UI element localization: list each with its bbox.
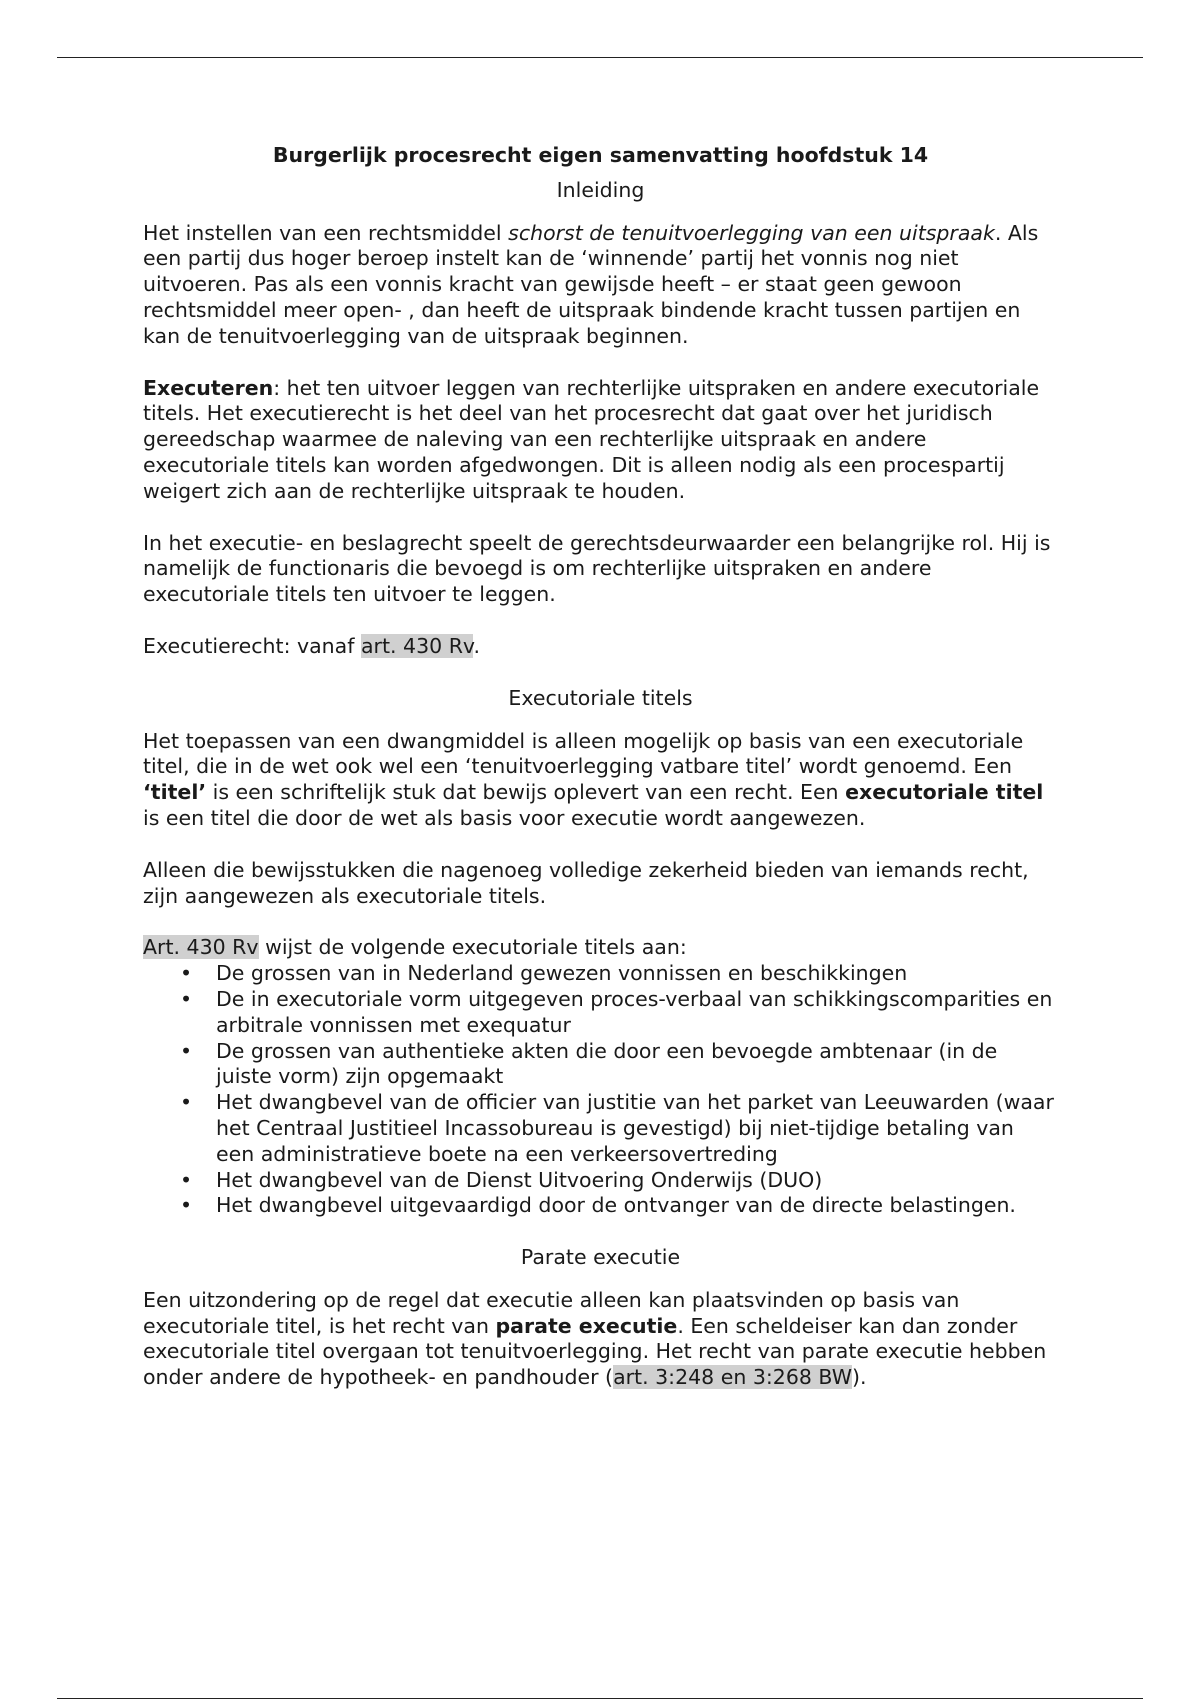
paragraph-parate-executie — [143, 1288, 1058, 1391]
text-run: : het ten uitvoer leggen van rechterlijke uitspraken en andere executoriale titels. Het executierecht is het deel van het procesrecht dat gaat over het juridisch gereedschap waarmee de naleving van een rechterlijke uitspraak en andere executoriale titels kan worden afgedwongen. Dit is alleen nodig als een procespartij weigert zich aan de rechterlijke uitspraak te houden. — [143, 375, 1040, 503]
executoriale-titels-list — [143, 961, 1058, 1219]
paragraph-titels-1 — [143, 729, 1058, 832]
heading-executoriale-titels: Executoriale titels — [508, 685, 693, 710]
text-run: is een schriftelijk stuk dat bewijs oplevert van een recht. Een — [206, 780, 846, 805]
list-item: • Het dwangbevel van de officier van justitie van het parket van Leeuwarden (waar het Centraal Justitieel Incassobureau is gevestigd) bij niet-tijdige betaling van een administratieve boete na een verkeersovertreding — [143, 1090, 1058, 1167]
list-item: • Het dwangbevel van de Dienst Uitvoering Onderwijs (DUO) — [143, 1168, 1058, 1194]
term-parate-executie: parate executie — [495, 1313, 678, 1338]
term-executeren: Executeren — [143, 375, 274, 400]
paragraph-inleiding-1 — [143, 221, 1058, 350]
footer-rule — [57, 1698, 1143, 1699]
paragraph-gerechtsdeurwaarder: In het executie- en beslagrecht speelt de gerechtsdeurwaarder een belangrijke rol. Hij is namelijk de functionaris die bevoegd is om rechterlijke uitspraken en andere executoriale titels ten uitvoer te leggen. — [143, 530, 1051, 607]
text-run: . Als een partij dus hoger beroep instelt kan de ‘winnende’ partij het vonnis nog niet uitvoeren. Pas als een vonnis kracht van gewijsde heeft – er staat geen gewoon rechtsmiddel meer open- , dan heeft de uitspraak bindende kracht tussen partijen en kan de tenuitvoerlegging van de uitspraak beginnen. — [143, 220, 1039, 348]
text-run: . Een scheldeiser kan dan zonder executoriale titel overgaan tot tenuitvoerlegging. Het recht van parate executie hebben onder andere de hypotheek- en pandhouder ( — [143, 1313, 1047, 1390]
text-run: is een titel die door de wet als basis voor executie wordt aangewezen. — [143, 805, 866, 830]
list-item: • Het dwangbevel uitgevaardigd door de ontvanger van de directe belastingen. — [143, 1193, 1058, 1219]
highlighted-reference: art. 3:248 en 3:268 BW — [613, 1365, 853, 1390]
text-run: Het instellen van een rechtsmiddel — [143, 220, 509, 245]
term-executoriale-titel: executoriale titel — [845, 780, 1044, 805]
paragraph-executeren — [143, 376, 1058, 505]
document-page — [143, 140, 1058, 1417]
highlighted-reference: art. 430 Rv — [360, 633, 474, 658]
text-run: Het toepassen van een dwangmiddel is alleen mogelijk op basis van een executoriale titel, die in de wet ook wel een ‘tenuitvoerlegging vatbare titel’ wordt genoemd. Een — [143, 728, 1024, 779]
heading-inleiding: Inleiding — [556, 177, 645, 202]
highlighted-reference: Art. 430 Rv — [143, 935, 259, 960]
document-title: Burgerlijk procesrecht eigen samenvatting hoofdstuk 14 — [272, 143, 929, 167]
paragraph-titels-2: Alleen die bewijsstukken die nagenoeg volledige zekerheid bieden van iemands recht, zijn aangewezen als executoriale titels. — [143, 857, 1029, 908]
list-intro — [143, 935, 1058, 961]
text-run: Executierecht: vanaf — [143, 633, 361, 658]
text-run: Een uitzondering op de regel dat executie alleen kan plaatsvinden op basis van executoriale titel, is het recht van — [143, 1287, 960, 1338]
header-rule — [57, 57, 1143, 58]
text-run: . — [473, 633, 481, 658]
list-item: • De grossen van authentieke akten die door een bevoegde ambtenaar (in de juiste vorm) zijn opgemaakt — [143, 1039, 1058, 1091]
text-run: wijst de volgende executoriale titels aan: — [258, 935, 687, 960]
list-item: • De grossen van in Nederland gewezen vonnissen en beschikkingen — [143, 961, 1058, 987]
list-item: • De in executoriale vorm uitgegeven proces-verbaal van schikkingscomparities en arbitrale vonnissen met exequatur — [143, 987, 1058, 1039]
text-run: ). — [852, 1365, 867, 1390]
italic-text: schorst de tenuitvoerlegging van een uitspraak — [508, 220, 995, 245]
heading-parate-executie: Parate executie — [520, 1245, 681, 1270]
paragraph-executierecht — [143, 634, 1058, 660]
term-titel: ‘titel’ — [143, 780, 207, 805]
